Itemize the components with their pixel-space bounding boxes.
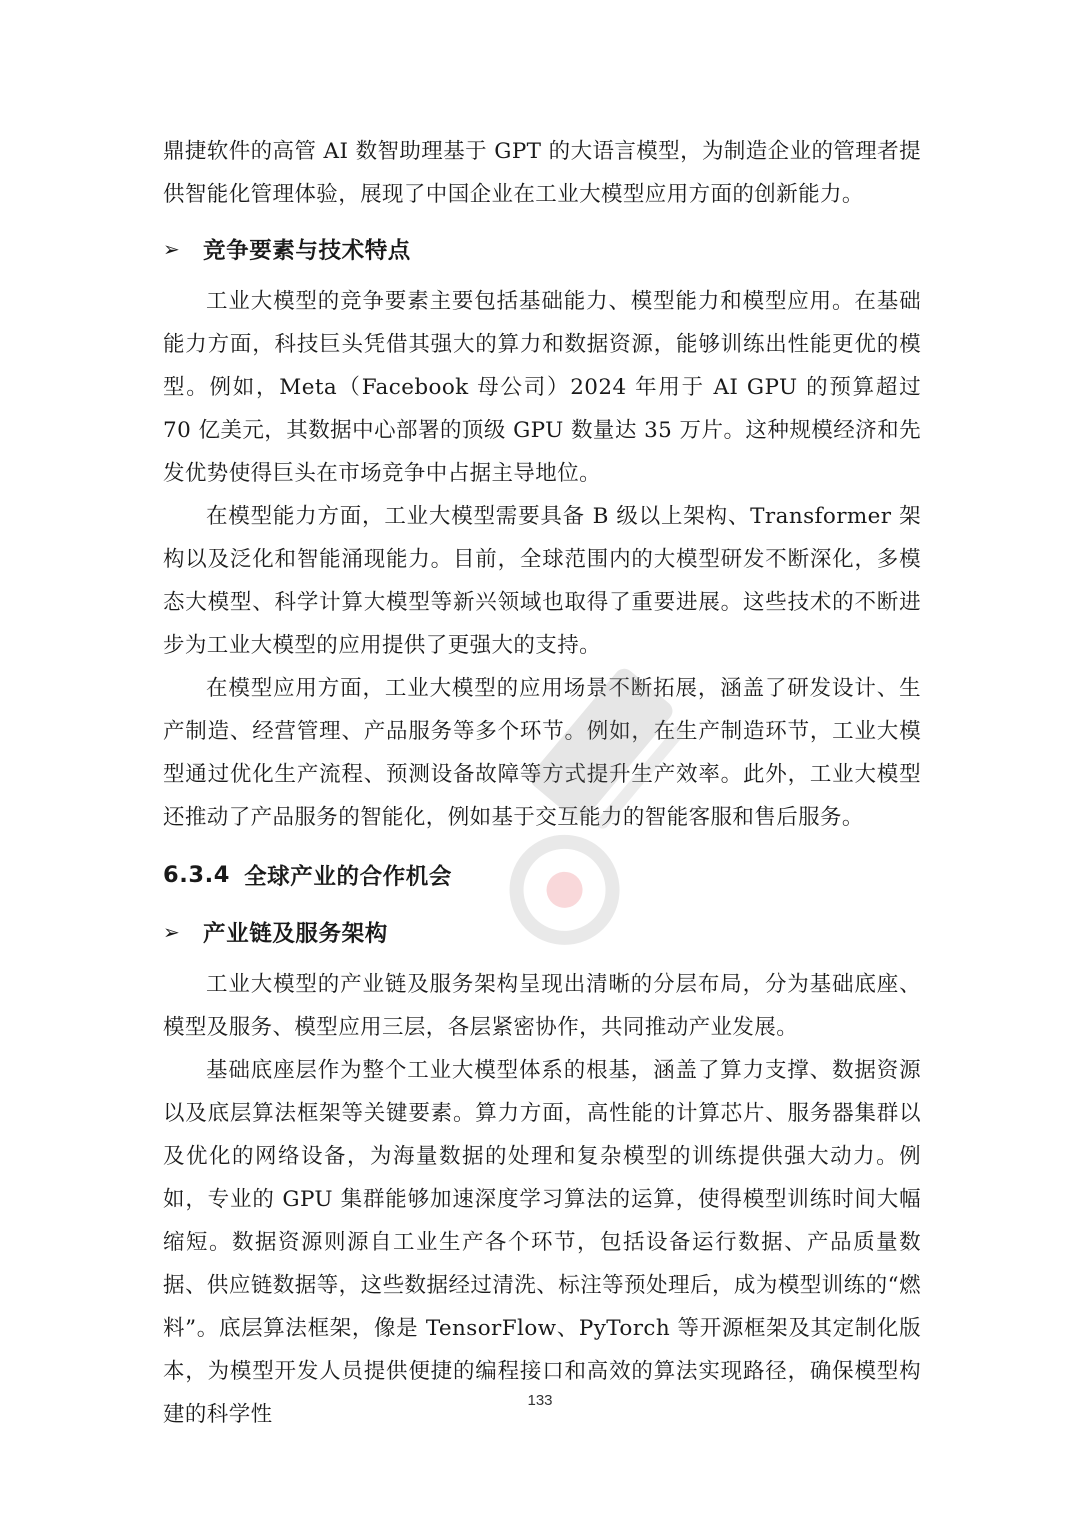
- subheading-text: 竞争要素与技术特点: [203, 238, 411, 264]
- paragraph: 在模型应用方面，工业大模型的应用场景不断拓展，涵盖了研发设计、生产制造、经营管理、产品服务等多个环节。例如，在生产制造环节，工业大模型通过优化生产流程、预测设备故障等方式提升生产效率。此外，工业大模型还推动了产品服务的智能化，例如基于交互能力的智能客服和售后服务。: [163, 676, 921, 830]
- subheading-text: 产业链及服务架构: [203, 921, 388, 947]
- paragraph: 工业大模型的竞争要素主要包括基础能力、模型能力和模型应用。在基础能力方面，科技巨头凭借其强大的算力和数据资源，能够训练出性能更优的模型。例如，Meta（Facebook 母公司）2024 年用于 AI GPU 的预算超过 70 亿美元，其数据中心部署的顶级 GPU 数量达 35 万片。这种规模经济和先发优势使得巨头在市场竞争中占据主导地位。: [163, 289, 921, 486]
- paragraph: 工业大模型的产业链及服务架构呈现出清晰的分层布局，分为基础底座、模型及服务、模型应用三层，各层紧密协作，共同推动产业发展。: [163, 972, 921, 1040]
- page-body: [163, 130, 921, 1436]
- arrow-bullet-icon: ➢: [163, 237, 181, 261]
- paragraph: 基础底座层作为整个工业大模型体系的根基，涵盖了算力支撑、数据资源以及底层算法框架等关键要素。算力方面，高性能的计算芯片、服务器集群以及优化的网络设备，为海量数据的处理和复杂模型的训练提供强大动力。例如，专业的 GPU 集群能够加速深度学习算法的运算，使得模型训练时间大幅缩短。数据资源则源自工业生产各个环节，包括设备运行数据、产品质量数据、供应链数据等，这些数据经过清洗、标注等预处理后，成为模型训练的“燃料”。底层算法框架，像是 TensorFlow、PyTorch 等开源框架及其定制化版本，为模型开发人员提供便捷的编程接口和高效的算法实现路径，确保模型构建的科学性: [163, 1058, 921, 1427]
- page-number: 133: [527, 1392, 553, 1409]
- section-heading: [163, 851, 921, 899]
- subheading-industry-chain: [163, 909, 921, 955]
- arrow-bullet-icon: ➢: [163, 920, 181, 944]
- paragraph: 在模型能力方面，工业大模型需要具备 B 级以上架构、Transformer 架构以及泛化和智能涌现能力。目前，全球范围内的大模型研发不断深化，多模态大模型、科学计算大模型等新兴领域也取得了重要进展。这些技术的不断进步为工业大模型的应用提供了更强大的支持。: [163, 504, 921, 658]
- paragraph-continued: 鼎捷软件的高管 AI 数智助理基于 GPT 的大语言模型，为制造企业的管理者提供智能化管理体验，展现了中国企业在工业大模型应用方面的创新能力。: [163, 139, 921, 207]
- subheading-competition-factors: [163, 226, 921, 272]
- section-title: 全球产业的合作机会: [244, 864, 452, 890]
- section-number: 6.3.4: [163, 862, 231, 888]
